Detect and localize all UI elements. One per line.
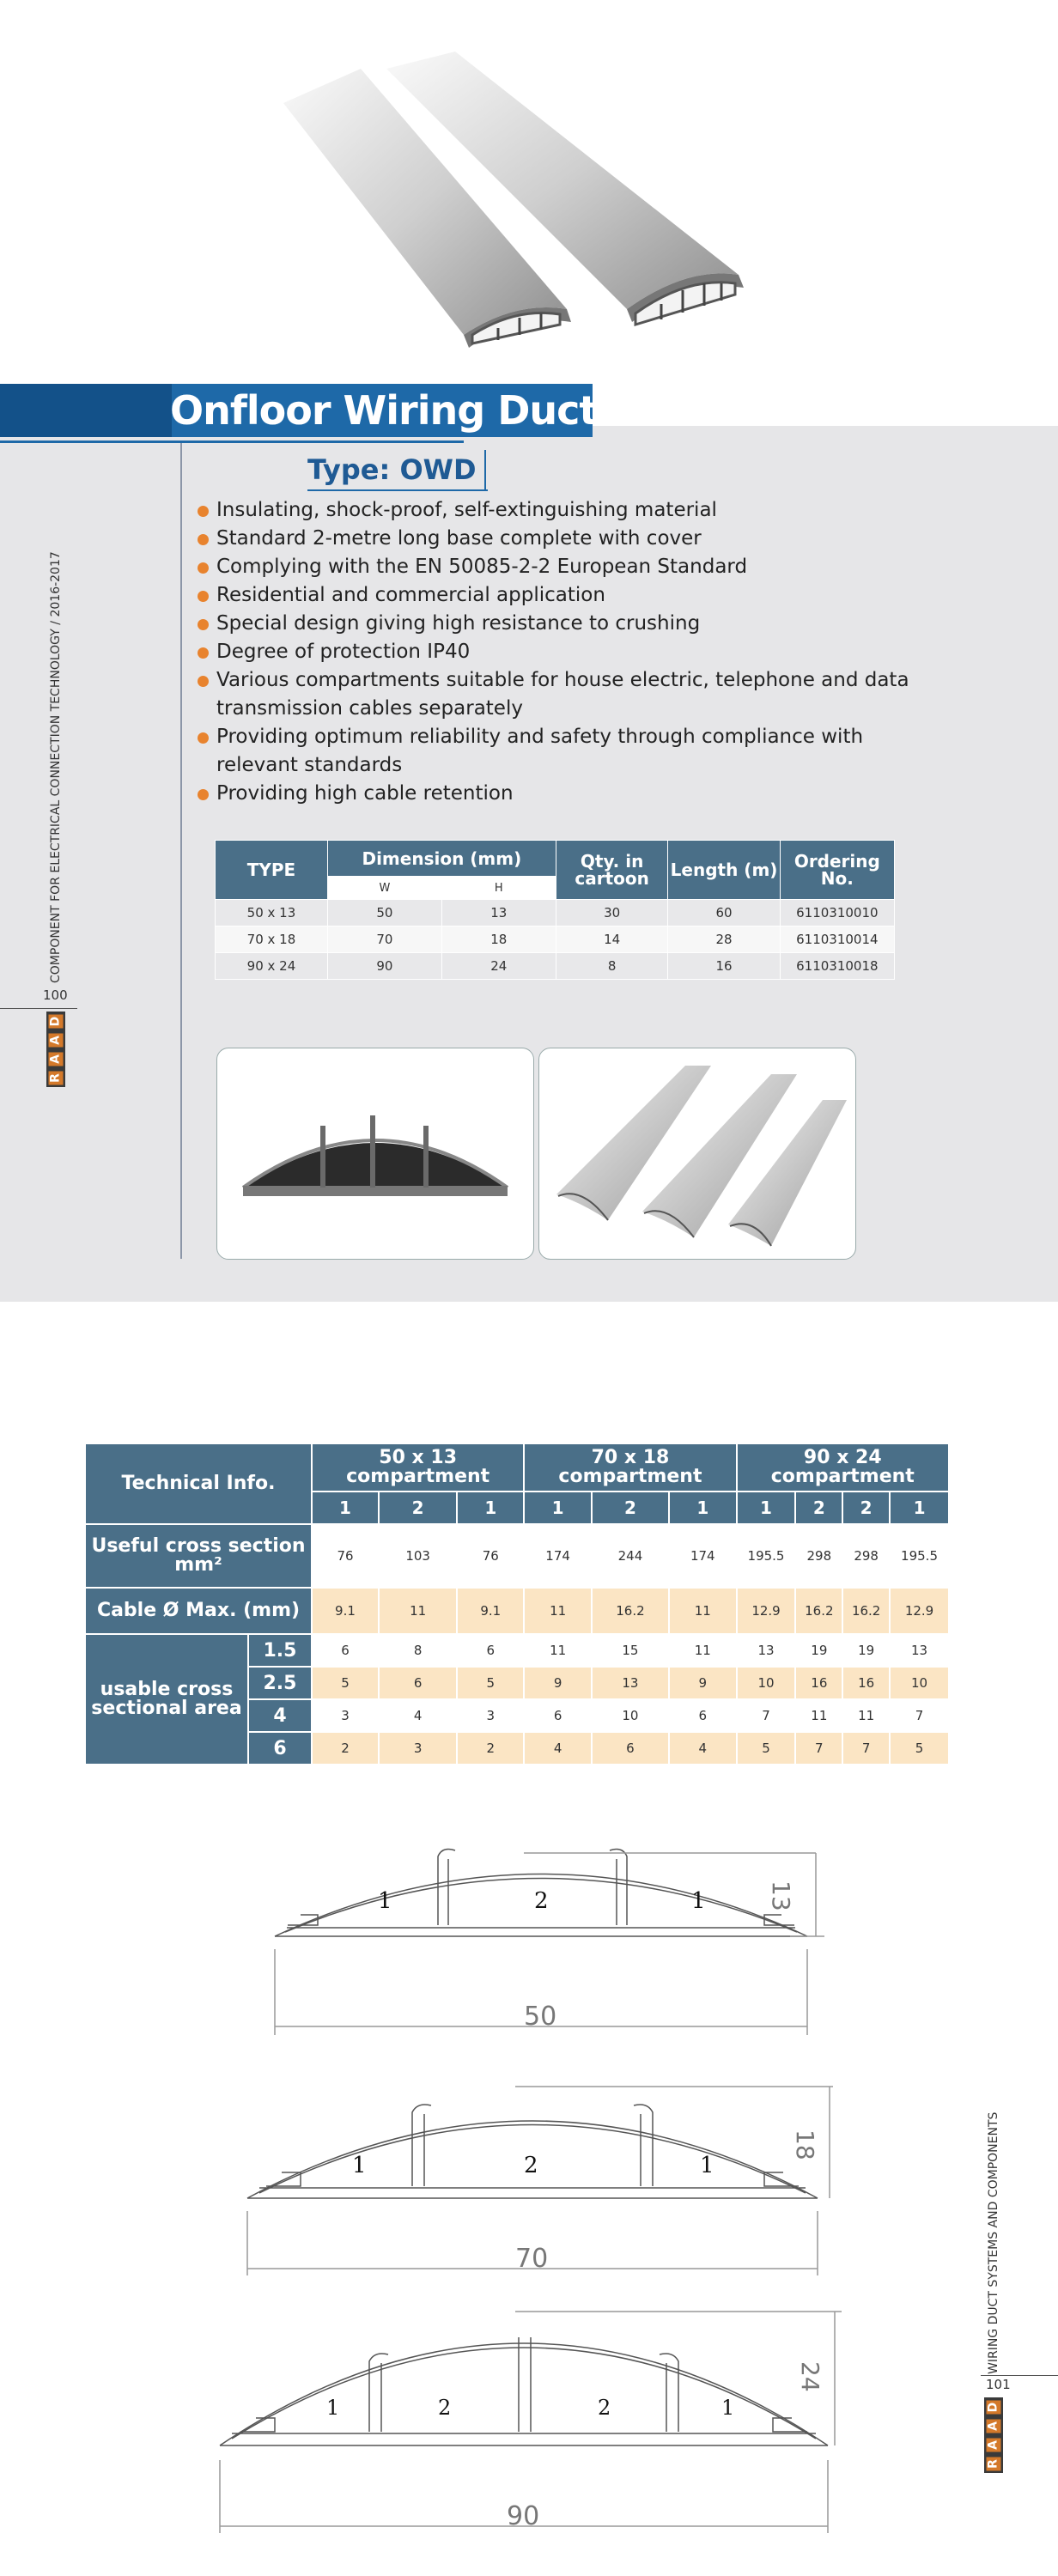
- useful-cross-section-label: Useful cross section mm²: [85, 1524, 312, 1588]
- cell: 174: [524, 1524, 592, 1588]
- compartment-col: 1: [524, 1492, 592, 1524]
- cell: 4: [379, 1699, 457, 1732]
- cell: 3: [379, 1732, 457, 1765]
- cell: 5: [890, 1732, 949, 1765]
- cell: 76: [457, 1524, 524, 1588]
- product-photo-illustration: [539, 1048, 855, 1259]
- title-band-accent: [0, 384, 172, 437]
- cell-type: 50 x 13: [216, 900, 328, 927]
- compartment-label: 1: [352, 2153, 367, 2178]
- wire-size: 4: [248, 1699, 312, 1732]
- col-qty: Qty. in cartoon: [556, 841, 668, 900]
- cell: 6: [312, 1634, 379, 1667]
- table-row: [85, 1588, 949, 1634]
- compartment-col: 1: [669, 1492, 737, 1524]
- cell-type: 70 x 18: [216, 927, 328, 953]
- cell: 7: [890, 1699, 949, 1732]
- col-ordering: Ordering No.: [780, 841, 894, 900]
- wire-size: 6: [248, 1732, 312, 1765]
- cell-h: 18: [441, 927, 556, 953]
- cell: 9.1: [457, 1588, 524, 1634]
- col-h: H: [441, 877, 556, 900]
- cell-qty: 30: [556, 900, 668, 927]
- cell: 11: [524, 1588, 592, 1634]
- cell: 7: [795, 1732, 842, 1765]
- cell-ordering: 6110310018: [780, 953, 894, 980]
- compartment-label: 2: [524, 2153, 538, 2178]
- cell: 12.9: [890, 1588, 949, 1634]
- cell: 3: [312, 1699, 379, 1732]
- brand-logo-right: [984, 2397, 1003, 2473]
- table-row: [216, 927, 895, 953]
- logo-letter: R: [49, 1071, 64, 1084]
- page-number-right: 101: [986, 2377, 1011, 2392]
- cell: 2: [457, 1732, 524, 1765]
- feature-item: Various compartments suitable for house electric, telephone and data transmission cables separately: [196, 666, 934, 723]
- cell: 9: [524, 1667, 592, 1699]
- cell: 8: [379, 1634, 457, 1667]
- cell: 4: [524, 1732, 592, 1765]
- group-header: 70 x 18 compartment: [524, 1443, 736, 1492]
- cell-type: 90 x 24: [216, 953, 328, 980]
- cell: 76: [312, 1524, 379, 1588]
- side-caption-right: [984, 1936, 1003, 2374]
- drawing-70x18: [232, 2078, 833, 2284]
- technical-info-table: [84, 1443, 950, 1765]
- cell: 6: [457, 1634, 524, 1667]
- cell: 13: [890, 1634, 949, 1667]
- cell: 16.2: [842, 1588, 890, 1634]
- cell: 16.2: [795, 1588, 842, 1634]
- cell-qty: 14: [556, 927, 668, 953]
- cell: 11: [379, 1588, 457, 1634]
- cell: 7: [842, 1732, 890, 1765]
- cell: 11: [669, 1634, 737, 1667]
- cell: 3: [457, 1699, 524, 1732]
- type-underline: [307, 489, 488, 491]
- feature-item: Residential and commercial application: [196, 581, 934, 610]
- cell-length: 60: [668, 900, 780, 927]
- cell: 16: [795, 1667, 842, 1699]
- height-dimension: 13: [767, 1880, 795, 1911]
- cell: 11: [524, 1634, 592, 1667]
- cell-length: 28: [668, 927, 780, 953]
- compartment-label: 2: [598, 2396, 611, 2420]
- product-photo: [538, 1048, 856, 1260]
- cell: 13: [592, 1667, 669, 1699]
- width-dimension: 90: [507, 2501, 540, 2531]
- drawing-90x24: [206, 2301, 842, 2542]
- content-divider: [180, 443, 182, 1259]
- logo-letter: D: [49, 1014, 64, 1028]
- spec-table: [215, 840, 895, 980]
- cell: 298: [842, 1524, 890, 1588]
- logo-letter: A: [987, 2419, 1001, 2433]
- feature-item: Complying with the EN 50085-2-2 European Standard: [196, 553, 934, 581]
- cell: 6: [669, 1699, 737, 1732]
- cell: 6: [592, 1732, 669, 1765]
- cell: 5: [312, 1667, 379, 1699]
- cell-ordering: 6110310014: [780, 927, 894, 953]
- cell: 298: [795, 1524, 842, 1588]
- cell: 16: [842, 1667, 890, 1699]
- compartment-col: 2: [842, 1492, 890, 1524]
- cell: 10: [890, 1667, 949, 1699]
- cell: 174: [669, 1524, 737, 1588]
- cell-qty: 8: [556, 953, 668, 980]
- compartment-col: 2: [795, 1492, 842, 1524]
- wire-size: 1.5: [248, 1634, 312, 1667]
- cell: 10: [592, 1699, 669, 1732]
- corner-header: Technical Info.: [85, 1443, 312, 1524]
- cell: 11: [842, 1699, 890, 1732]
- wire-size: 2.5: [248, 1667, 312, 1699]
- height-dimension: 18: [791, 2129, 819, 2160]
- cell: 2: [312, 1732, 379, 1765]
- compartment-col: 1: [737, 1492, 796, 1524]
- cell: 195.5: [890, 1524, 949, 1588]
- cell-w: 90: [327, 953, 441, 980]
- compartment-label: 1: [700, 2153, 714, 2178]
- cell: 5: [737, 1732, 796, 1765]
- compartment-label: 2: [438, 2396, 452, 2420]
- feature-list: [196, 496, 934, 808]
- compartment-label: 1: [378, 1888, 392, 1914]
- cell: 6: [379, 1667, 457, 1699]
- cell: 19: [795, 1634, 842, 1667]
- col-length: Length (m): [668, 841, 780, 900]
- feature-item: Providing high cable retention: [196, 780, 934, 808]
- width-dimension: 50: [524, 2002, 557, 2032]
- cell: 9.1: [312, 1588, 379, 1634]
- cell: 9: [669, 1667, 737, 1699]
- feature-item: Special design giving high resistance to crushing: [196, 610, 934, 638]
- cell-length: 16: [668, 953, 780, 980]
- feature-item: Insulating, shock-proof, self-extinguishing material: [196, 496, 934, 525]
- width-dimension: 70: [515, 2244, 549, 2274]
- cell-ordering: 6110310010: [780, 900, 894, 927]
- compartment-col: 1: [312, 1492, 379, 1524]
- cell: 12.9: [737, 1588, 796, 1634]
- group-header: 50 x 13 compartment: [312, 1443, 524, 1492]
- page-number-rule-right: [981, 2375, 1058, 2376]
- cell: 244: [592, 1524, 669, 1588]
- table-row: [216, 953, 895, 980]
- logo-letter: A: [49, 1033, 64, 1047]
- cell: 10: [737, 1667, 796, 1699]
- side-caption-left-text: COMPONENT FOR ELECTRICAL CONNECTION TECHNOLOGY / 2016-2017: [49, 551, 63, 983]
- feature-item: Providing optimum reliability and safety through compliance with relevant standards: [196, 723, 934, 780]
- cell: 4: [669, 1732, 737, 1765]
- height-dimension: 24: [796, 2361, 824, 2392]
- compartment-label: 1: [721, 2396, 735, 2420]
- compartment-col: 2: [379, 1492, 457, 1524]
- cell-w: 70: [327, 927, 441, 953]
- side-caption-left: [46, 537, 65, 983]
- type-heading: Type: OWD: [307, 453, 477, 486]
- cable-max-label: Cable Ø Max. (mm): [85, 1588, 312, 1634]
- page-number-rule-left: [0, 1008, 77, 1009]
- cross-section-illustration: [217, 1048, 533, 1259]
- feature-item: Standard 2-metre long base complete with cover: [196, 525, 934, 553]
- hero-product-image: [258, 52, 807, 378]
- cell: 7: [737, 1699, 796, 1732]
- compartment-col: 2: [592, 1492, 669, 1524]
- cell: 5: [457, 1667, 524, 1699]
- logo-letter: A: [49, 1052, 64, 1066]
- table-row: [216, 900, 895, 927]
- cell-h: 24: [441, 953, 556, 980]
- feature-item: Degree of protection IP40: [196, 638, 934, 666]
- cell: 11: [795, 1699, 842, 1732]
- cell: 11: [669, 1588, 737, 1634]
- usable-area-label: usable cross sectional area: [85, 1634, 248, 1765]
- compartment-col: 1: [457, 1492, 524, 1524]
- brand-logo-left: [46, 1012, 65, 1087]
- col-type: TYPE: [216, 841, 328, 900]
- cell: 19: [842, 1634, 890, 1667]
- cell: 16.2: [592, 1588, 669, 1634]
- logo-letter: D: [987, 2400, 1001, 2414]
- drawing-50x13: [258, 1829, 824, 2052]
- logo-letter: R: [987, 2457, 1001, 2470]
- cell: 6: [524, 1699, 592, 1732]
- cell: 103: [379, 1524, 457, 1588]
- table-row: [85, 1634, 949, 1667]
- cell: 13: [737, 1634, 796, 1667]
- title-underline: [0, 440, 464, 443]
- page-title: Onfloor Wiring Duct: [170, 387, 598, 434]
- compartment-col: 1: [890, 1492, 949, 1524]
- page-number-left: 100: [43, 987, 68, 1003]
- group-header: 90 x 24 compartment: [737, 1443, 949, 1492]
- logo-letter: A: [987, 2438, 1001, 2451]
- col-w: W: [327, 877, 441, 900]
- col-dimension: Dimension (mm): [327, 841, 556, 877]
- type-divider: [484, 450, 486, 491]
- compartment-label: 1: [326, 2396, 340, 2420]
- compartment-label: 1: [691, 1888, 706, 1914]
- cross-section-photo: [216, 1048, 534, 1260]
- cell-w: 50: [327, 900, 441, 927]
- side-caption-right-text: WIRING DUCT SYSTEMS AND COMPONENTS: [987, 2111, 1000, 2374]
- cell: 195.5: [737, 1524, 796, 1588]
- compartment-label: 2: [534, 1888, 549, 1914]
- table-row: [85, 1524, 949, 1588]
- cell-h: 13: [441, 900, 556, 927]
- cell: 15: [592, 1634, 669, 1667]
